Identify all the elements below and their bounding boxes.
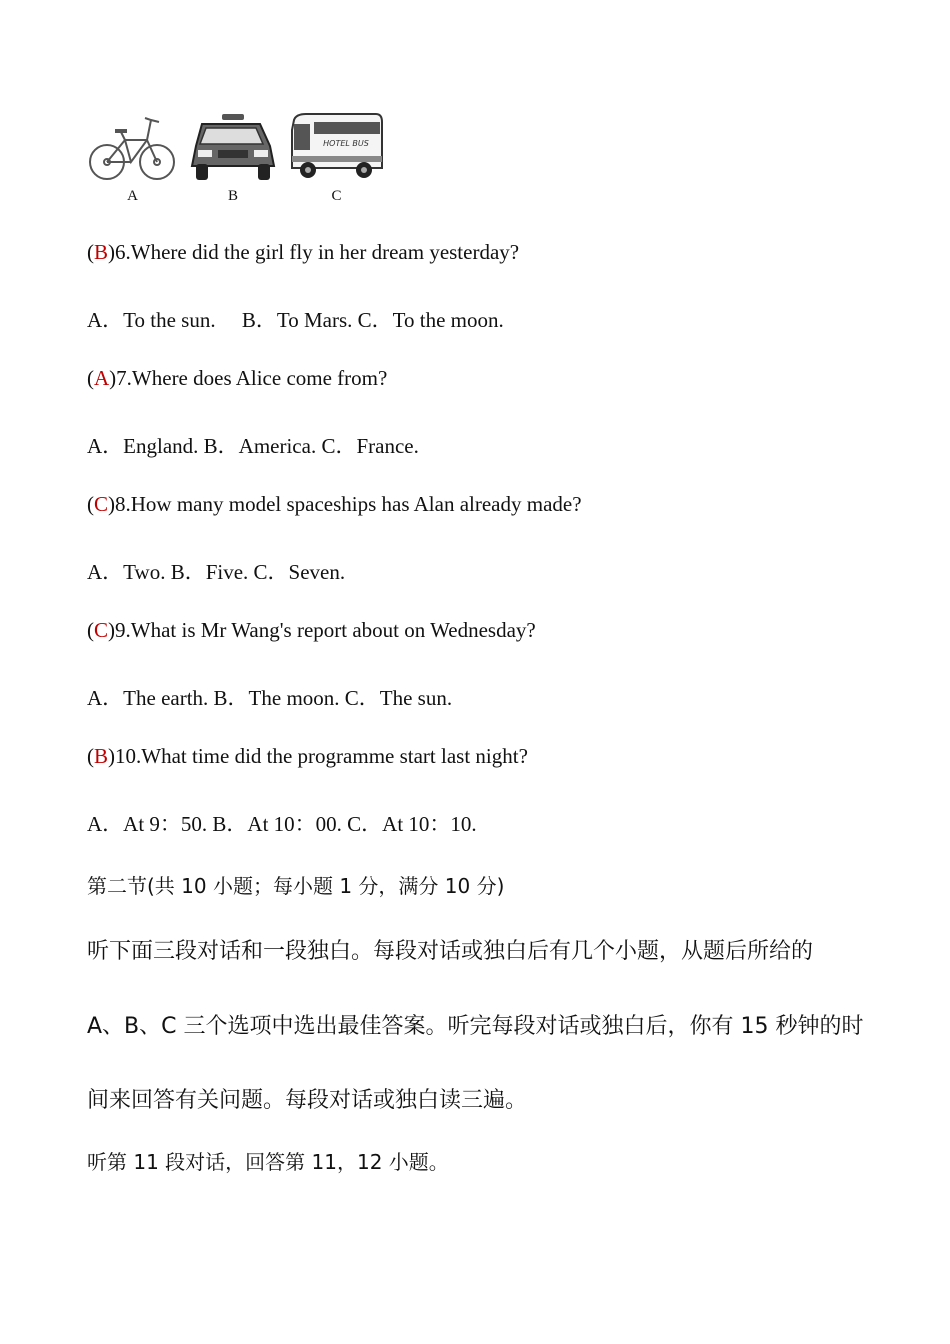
question-10-text: 10.What time did the programme start last night? (115, 744, 528, 768)
picture-a-label: A (127, 188, 138, 204)
question-7-text: 7.Where does Alice come from? (116, 366, 388, 390)
answer-9: C (94, 618, 109, 642)
picture-c-label: C (331, 188, 342, 204)
car-icon (188, 110, 278, 185)
answer-8: C (94, 492, 109, 516)
picture-b (188, 110, 278, 204)
picture-a (85, 110, 180, 204)
transport-pictures (85, 110, 385, 210)
picture-c (288, 110, 385, 204)
bus-icon (288, 110, 385, 185)
section-2-instruction-line-2: A、B、C 三个选项中选出最佳答案。听完每段对话或独白后，你有 15 秒钟的时 (87, 1014, 864, 1039)
section-2-heading: 第二节(共 10 小题；每小题 1 分，满分 10 分) (87, 874, 505, 898)
question-8-options: A．Two. B．Five. C．Seven. (87, 560, 346, 584)
question-8: (C)8.How many model spaceships has Alan already made? (87, 492, 582, 516)
question-9-options: A．The earth. B．The moon. C．The sun. (87, 686, 453, 710)
question-7-options: A．England. B．America. C．France. (87, 434, 419, 458)
question-6-options: A．To the sun. B．To Mars. C．To the moon. (87, 308, 504, 332)
question-8-text: 8.How many model spaceships has Alan already made? (115, 492, 582, 516)
bus-logo-text: HOTEL BUS (323, 139, 369, 148)
answer-6: B (94, 240, 109, 264)
question-6-text: 6.Where did the girl fly in her dream yesterday? (115, 240, 520, 264)
section-2-sub-heading: 听第 11 段对话，回答第 11，12 小题。 (87, 1150, 449, 1174)
section-2-instruction-line-1: 听下面三段对话和一段独白。每段对话或独白后有几个小题，从题后所给的 (87, 939, 814, 964)
question-9-text: 9.What is Mr Wang's report about on Wednesday? (115, 618, 536, 642)
question-10-options: A．At 9：50. B．At 10：00. C．At 10：10. (87, 812, 477, 836)
question-9: (C)9.What is Mr Wang's report about on Wednesday? (87, 618, 536, 642)
bicycle-icon (85, 110, 180, 185)
question-10: (B)10.What time did the programme start last night? (87, 744, 528, 768)
question-7: (A)7.Where does Alice come from? (87, 366, 388, 390)
answer-7: A (94, 366, 110, 390)
picture-b-label: B (227, 188, 238, 204)
question-6: (B)6.Where did the girl fly in her dream yesterday? (87, 240, 520, 264)
section-2-instruction-line-3: 间来回答有关问题。每段对话或独白读三遍。 (87, 1088, 528, 1113)
answer-10: B (94, 744, 109, 768)
